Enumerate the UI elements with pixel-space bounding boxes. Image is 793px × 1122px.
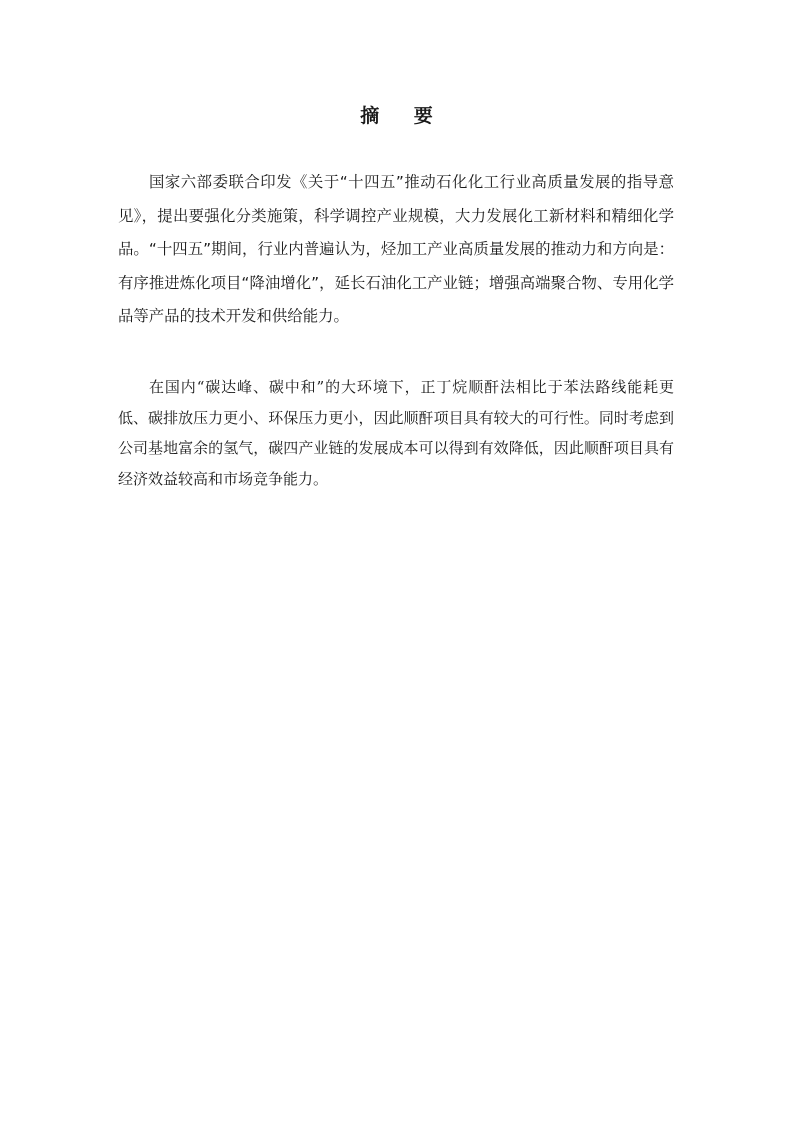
- abstract-paragraph-2: 在国内“碳达峰、碳中和”的大环境下，正丁烷顺酐法相比于苯法路线能耗更低、碳排放压力更小、环保压力更小，因此顺酐项目具有较大的可行性。同时考虑到公司基地富余的氢气，碳四产业链的发展成本可以得到有效降低，因此顺酐项目具有经济效益较高和市场竞争能力。: [118, 378, 674, 488]
- abstract-title: 摘 要: [360, 105, 447, 127]
- abstract-paragraph-1: 国家六部委联合印发《关于“十四五”推动石化化工行业高质量发展的指导意见》，提出要强化分类施策，科学调控产业规模，大力发展化工新材料和精细化学品。“十四五”期间，行业内普遍认为，烃加工产业高质量发展的推动力和方向是：有序推进炼化项目“降油增化”，延长石油化工产业链；增强高端聚合物、专用化学品等产品的技术开发和供给能力。: [118, 173, 674, 325]
